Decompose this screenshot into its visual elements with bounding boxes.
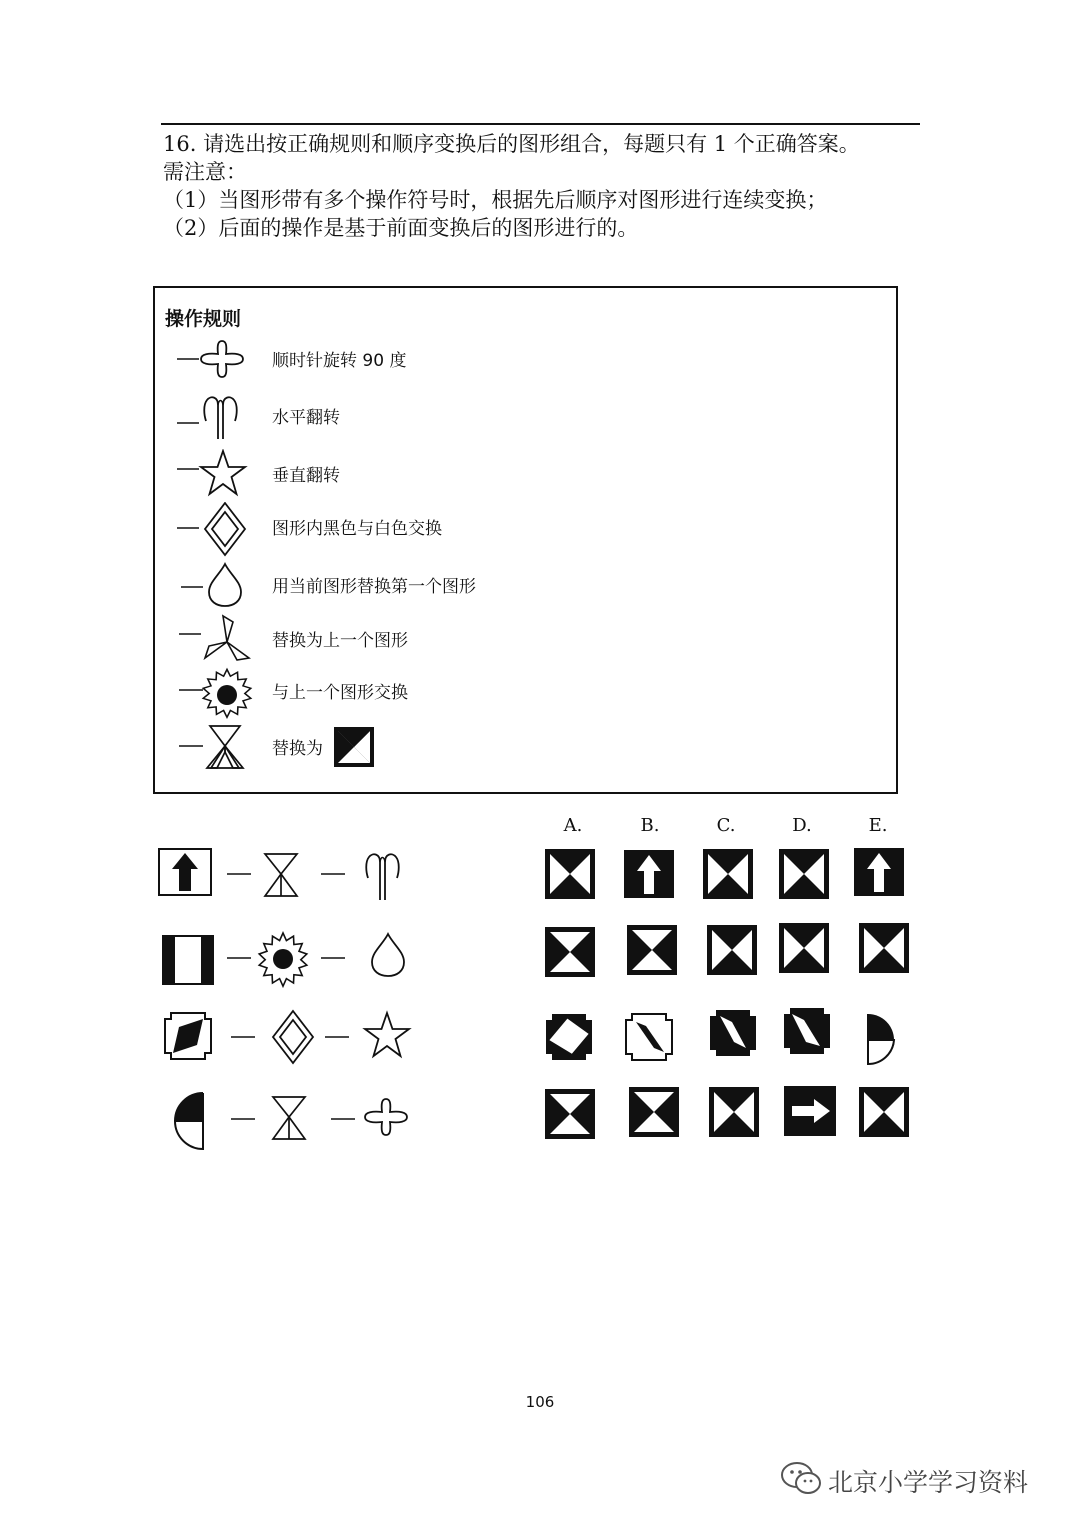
pinwheel-icon [173, 614, 263, 664]
option-4e [860, 1088, 908, 1136]
diamond-icon [173, 502, 263, 558]
question-line-4: （2）后面的操作是基于前面变换后的图形进行的。 [163, 216, 639, 240]
option-label-e: E. [868, 815, 888, 836]
header-rule [161, 123, 920, 125]
option-label-d: D. [792, 815, 812, 836]
option-1e [854, 848, 904, 896]
option-4d [784, 1086, 836, 1136]
rules-box [153, 286, 898, 794]
rule-text-5: 用当前图形替换第一个图形 [272, 577, 476, 597]
question-line-3: （1）当图形带有多个操作符号时，根据先后顺序对图形进行连续变换； [163, 188, 828, 212]
option-1b [624, 850, 674, 898]
rule-text-8: 替换为 [272, 739, 323, 759]
option-4a [546, 1090, 594, 1138]
cross-icon [173, 334, 263, 384]
option-label-b: B. [640, 815, 660, 836]
option-3a [546, 1014, 592, 1060]
option-2a [546, 928, 594, 976]
rule-text-7: 与上一个图形交换 [272, 683, 408, 703]
question-line-2: 需注意： [163, 160, 247, 184]
question-row-4 [155, 1085, 435, 1155]
diamond-icon [273, 1011, 313, 1063]
option-3b [626, 1014, 672, 1060]
option-1a [546, 850, 594, 898]
options-grid [540, 840, 920, 1150]
page-number: 106 [525, 1393, 555, 1411]
rule-text-2: 水平翻转 [272, 408, 340, 428]
rule-rotate [173, 334, 873, 384]
option-label-a: A. [563, 815, 583, 836]
rule-text-1: 顺时针旋转 90 度 [272, 351, 407, 371]
question-row-2 [155, 922, 435, 992]
rule-hflip [173, 391, 873, 441]
option-3d [784, 1008, 830, 1054]
octagon-diamond-icon [165, 1013, 211, 1059]
watermark [780, 1460, 1070, 1500]
trefoil-icon [173, 722, 263, 772]
fountain-icon [173, 391, 263, 441]
rule-replace-first [173, 560, 873, 610]
option-label-c: C. [716, 815, 736, 836]
option-4c [710, 1088, 758, 1136]
rule-invert [173, 502, 873, 552]
star-icon [365, 1013, 409, 1056]
rule-vflip [173, 449, 873, 499]
question-row-3 [155, 1003, 435, 1073]
cross-icon [365, 1099, 407, 1135]
drop-icon [372, 934, 404, 976]
option-2e [860, 924, 908, 972]
quarter-circle-icon [175, 1093, 203, 1149]
trefoil-icon [265, 854, 297, 896]
option-4b [630, 1088, 678, 1136]
watermark-text: 北京小学学习资料 [828, 1468, 1029, 1497]
rule-swap-prev [173, 666, 873, 716]
question-line-1: 16. 请选出按正确规则和顺序变换后的图形组合，每题只有 1 个正确答案。 [163, 132, 860, 156]
rule-replace-with [173, 722, 873, 772]
up-arrow-square-icon [159, 849, 211, 895]
option-3c [710, 1010, 756, 1056]
fountain-icon [366, 854, 399, 900]
rule-text-4: 图形内黑色与白色交换 [272, 519, 442, 539]
star-icon [173, 449, 263, 499]
option-2b [628, 926, 676, 974]
option-3e [868, 1014, 894, 1064]
sun-icon [259, 933, 307, 986]
rule-replace-prev [173, 614, 873, 664]
sun-icon [173, 666, 263, 720]
option-2d [780, 924, 828, 972]
question-row-1 [155, 840, 435, 910]
rule-text-6: 替换为上一个图形 [272, 631, 408, 651]
drop-icon [173, 560, 263, 612]
rules-title: 操作规则 [165, 308, 242, 330]
trefoil-icon [273, 1097, 305, 1139]
bars-square-icon [163, 936, 213, 984]
rule-text-3: 垂直翻转 [272, 466, 340, 486]
option-2c [708, 926, 756, 974]
option-1d [780, 850, 828, 898]
wechat-icon [780, 1460, 824, 1498]
option-1c [704, 850, 752, 898]
hourglass-target-icon [333, 726, 375, 768]
